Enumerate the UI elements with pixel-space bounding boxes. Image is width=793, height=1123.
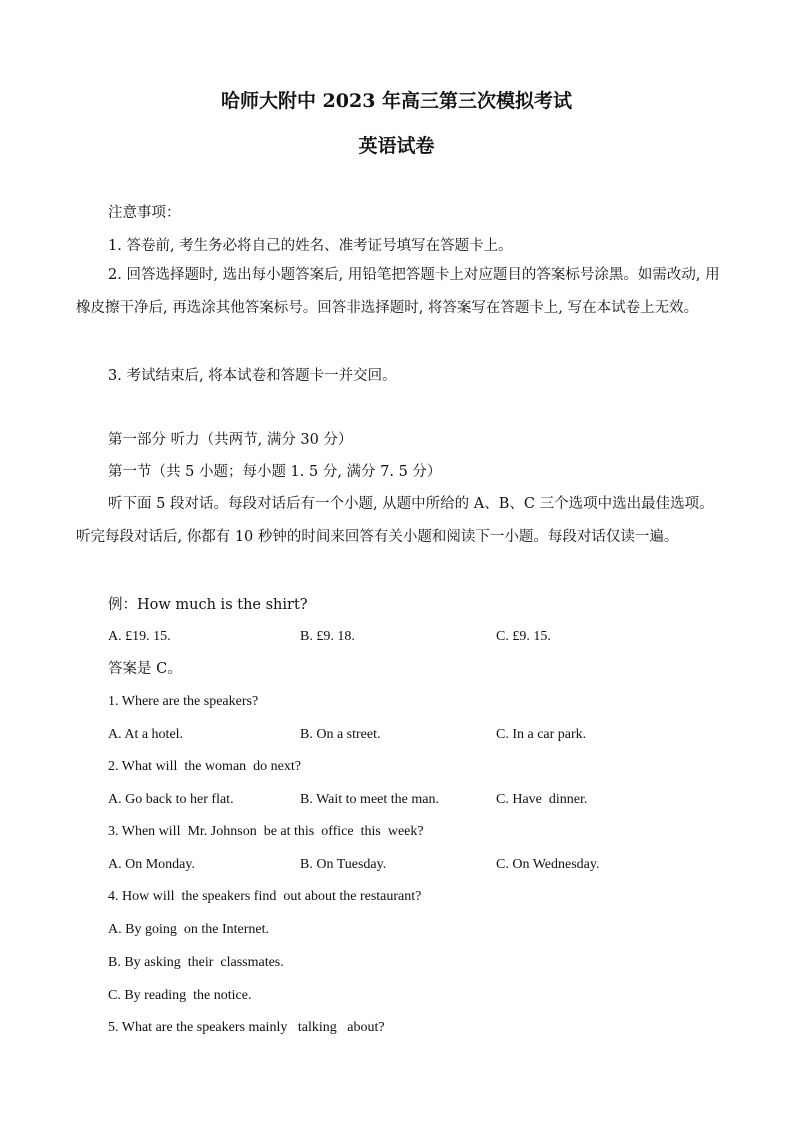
notes-item-3: 3. 考试结束后, 将本试卷和答题卡一并交回。 bbox=[108, 368, 397, 384]
example-option-a: A. £19. 15. bbox=[108, 629, 171, 644]
part1-heading: 第一部分 听力（共两节, 满分 30 分） bbox=[108, 432, 353, 448]
question-2-option-b: B. Wait to meet the man. bbox=[300, 792, 439, 807]
question-4-option-a: A. By going on the Internet. bbox=[108, 922, 269, 937]
notes-item-2: 2. 回答选择题时, 选出每小题答案后, 用铅笔把答题卡上对应题目的答案标号涂黑。如需改动, 用橡皮擦干净后, 再选涂其他答案标号。回答非选择题时, 将答案写在答题卡上, 写在本试卷上无效。 bbox=[76, 267, 720, 316]
question-3-option-b: B. On Tuesday. bbox=[300, 857, 387, 872]
exam-subtitle: 英语试卷 bbox=[358, 135, 435, 157]
question-1-option-c: C. In a car park. bbox=[496, 727, 587, 742]
question-1-option-b: B. On a street. bbox=[300, 727, 381, 742]
example-answer: 答案是 C。 bbox=[108, 661, 182, 677]
question-4: 4. How will the speakers find out about the restaurant? bbox=[108, 889, 422, 904]
section1-heading: 第一节（共 5 小题；每小题 1. 5 分, 满分 7. 5 分） bbox=[108, 464, 442, 480]
example-question: 例：How much is the shirt? bbox=[108, 597, 308, 613]
question-2-option-c: C. Have dinner. bbox=[496, 792, 588, 807]
question-4-option-c: C. By reading the notice. bbox=[108, 988, 252, 1003]
example-option-c: C. £9. 15. bbox=[496, 629, 551, 644]
question-3: 3. When will Mr. Johnson be at this office this week? bbox=[108, 824, 424, 839]
question-2: 2. What will the woman do next? bbox=[108, 759, 301, 774]
exam-title: 哈师大附中 2023 年高三第三次模拟考试 bbox=[220, 90, 573, 112]
notes-item-1: 1. 答卷前, 考生务必将自己的姓名、准考证号填写在答题卡上。 bbox=[108, 238, 513, 254]
example-option-b: B. £9. 18. bbox=[300, 629, 355, 644]
question-4-option-b: B. By asking their classmates. bbox=[108, 955, 284, 970]
listening-instructions: 听下面 5 段对话。每段对话后有一个小题, 从题中所给的 A、B、C 三个选项中选出最佳选项。听完每段对话后, 你都有 10 秒钟的时间来回答有关小题和阅读下一小题。每段对话仅读一遍。 bbox=[76, 496, 714, 545]
notes-heading: 注意事项： bbox=[108, 205, 181, 221]
question-1: 1. Where are the speakers? bbox=[108, 694, 259, 709]
question-3-option-c: C. On Wednesday. bbox=[496, 857, 600, 872]
question-5: 5. What are the speakers mainly talking about? bbox=[108, 1020, 385, 1035]
question-3-option-a: A. On Monday. bbox=[108, 857, 195, 872]
question-2-option-a: A. Go back to her flat. bbox=[108, 792, 234, 807]
question-1-option-a: A. At a hotel. bbox=[108, 727, 184, 742]
